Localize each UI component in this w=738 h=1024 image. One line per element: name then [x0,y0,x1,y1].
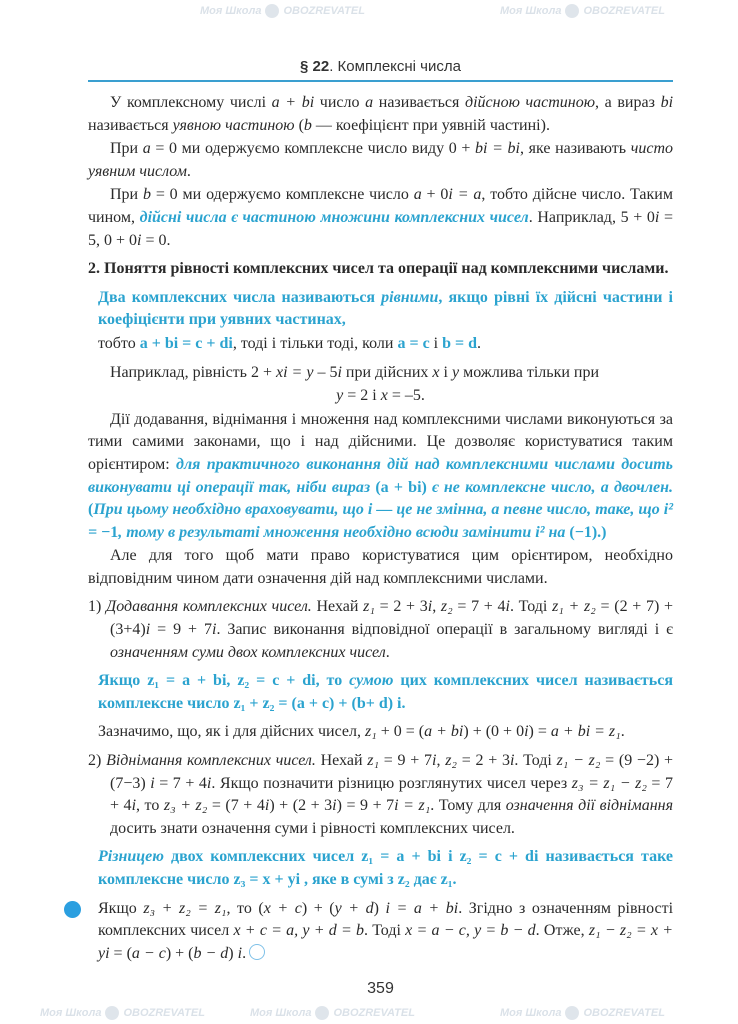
text-segment: ) + ( [301,899,335,917]
text-segment: і [429,334,443,352]
paragraph [88,333,673,356]
watermark [250,1006,415,1020]
math-expression: z₂ [445,752,457,770]
paragraph [88,138,673,183]
math-expression: a [413,186,422,204]
text-segment: При цьому необхідно враховувати, що i — це не змінна, а певне число, таке, що i² = [88,501,673,541]
text-segment: , то [136,797,164,815]
text-segment: і [439,363,452,381]
watermark-text: OBOZREVATEL [583,4,665,17]
numbered-item [88,596,673,664]
text-segment: = 0 ми одержуємо комплексне число виду 0 + [150,140,476,158]
text-segment: = 9 + 7 [150,621,212,639]
math-expression: b [303,116,312,134]
text-segment: ( [88,501,94,519]
text-segment: Нехай [315,752,368,770]
text-segment: рівними [381,288,439,306]
text-segment: = 2 + 3 [457,752,510,770]
text-segment: = 2 і [343,387,381,405]
watermark-text: Моя Школа [250,1006,312,1019]
text-segment: −1 [101,523,119,541]
definition-paragraph [88,287,673,332]
watermark-logo-icon [565,1006,579,1020]
paragraph [88,362,673,385]
math-expression: z₃ = z₁ − z₂ [571,774,647,792]
watermark-text: Моя Школа [500,1006,562,1019]
text-segment: (−1).) [569,523,607,541]
text-segment: , а вираз [595,94,661,111]
paragraph [88,92,673,137]
paragraph [88,184,673,252]
math-expression: b [142,186,151,204]
math-expression: i [432,752,437,770]
text-segment: двох комплексних чисел z₁ = a + bi і z₂ = c + di називається таке комплексне число z₃ = x + yi , яке в сумі з z₂ дає z₁. [98,848,673,888]
text-segment: Нехай [311,598,364,616]
definition-paragraph [88,846,673,891]
text-segment: . Наприклад, 5 + 0 [528,208,655,226]
math-expression: x [380,387,388,405]
text-segment: дійсні числа є частиною множини комплексних чисел [139,208,529,226]
text-segment: ) + (2 + 3 [269,797,333,815]
paragraphs [88,92,673,965]
math-expression: z₂ [440,598,453,616]
math-expression: z₃ + z₂ = z₁ [143,899,227,917]
text-segment: при дійсних [341,363,433,381]
text-segment: Додавання комплексних чисел. [106,598,312,616]
text-segment: При [110,140,143,158]
text-segment: — коефіцієнт при уявній частині). [311,116,550,134]
text-segment: для практичного виконання дій над комплексними числами досить виконувати ці операції так, ніби вираз [88,455,673,496]
text-segment: – 5 [313,363,338,381]
watermark-text: Моя Школа [40,1006,102,1019]
section-number: § 22 [300,58,330,75]
text-segment: = 0. [141,231,171,249]
math-expression: x [432,363,440,381]
paragraph [88,385,673,408]
math-expression: b − d [193,944,229,962]
text-segment: При [110,186,143,204]
math-expression: i [150,774,155,792]
math-expression: i [337,363,342,381]
text-segment: = –5. [387,387,425,405]
page-body [88,92,673,999]
text-segment: . Тоді [514,752,557,770]
text-segment: + 0 [421,186,449,204]
math-expression: i [264,797,270,815]
math-expression: z₁ − z₂ = x + yi [98,922,674,962]
watermark [200,4,365,18]
text-segment: . Тоді [509,598,553,616]
math-expression: i [237,944,243,962]
text-segment: Віднімання комплексних чисел. [106,752,316,770]
math-expression: a [142,140,151,158]
text-segment: ) [228,944,238,962]
text-segment: . Якщо позначити різницю розглянутих чисел через [211,774,572,792]
text-segment: цих комплексних чисел називається комплексне число z₁ + z₂ = (a + c) + (b+ d) i. [98,672,674,712]
section-header [88,58,673,82]
text-segment: (a + bi) [375,478,427,496]
page-number: 359 [367,980,394,998]
text-segment: . Отже, [535,922,589,940]
math-expression: i [509,752,515,770]
math-expression: i = z₁ [394,797,431,815]
text-segment: . Згідно з означенням рівності комплексних чисел [98,899,674,940]
text-segment: Дії додавання, віднімання і множення над комплексними числами виконуються за тими самими законами, що і над дійсними. Це дозволяє користуватися таким орієнтиром: [88,410,673,473]
math-expression: i [212,621,217,639]
math-expression: a [365,94,374,111]
text-segment: ) = [528,723,551,741]
watermark-logo-icon [265,4,279,18]
text-segment: = 7 + 4 [110,774,674,815]
end-circle-icon [249,944,265,960]
math-expression: i [145,621,151,639]
text-segment: . Тому для [430,797,506,815]
text-segment: можлива тільки при [459,363,600,381]
math-expression: x + c [263,899,302,917]
math-expression: bi [660,94,674,111]
math-expression: a + bi [271,94,315,111]
text-segment: , яке називають [519,140,631,158]
definition-paragraph [88,670,673,715]
text-segment: + 0 = ( [376,723,425,741]
text-segment: . [385,643,390,661]
watermark-text: Моя Школа [500,4,562,17]
math-expression: z₁ [364,723,377,741]
text-segment: a + bi = c + di [139,334,233,352]
math-expression: i = a + bi [385,899,459,917]
bullet-marker-icon [64,901,81,918]
text-segment: 2) [88,752,107,770]
text-segment: чисто уявним числом [88,140,674,180]
math-expression: i [332,797,337,815]
text-segment: число [314,94,366,111]
text-segment: = 5, 0 + 0 [88,208,673,249]
math-expression: z₃ + z₂ [163,797,208,815]
text-segment: Але для того щоб мати право користуватися цим орієнтиром, необхідно відповідним чином дати означення дій над комплексними числами. [88,547,673,587]
text-segment: 2. Поняття рівності комплексних чисел та операції над комплексними числами. [88,260,669,278]
text-segment: ( [294,116,304,134]
text-segment: , [432,598,441,616]
text-segment: означення дії віднімання [505,797,674,815]
text-segment: . [242,944,247,962]
text-segment: b = d [442,334,478,352]
text-segment: Різницею [98,848,164,866]
section-title: . Комплексні числа [329,58,461,75]
text-segment: = (2 + 7) + (3+4) [110,598,674,639]
math-expression: i [131,797,137,815]
math-expression: y + d [334,899,374,917]
text-segment: Два комплексних числа називаються [98,288,382,306]
text-segment: . Запис виконання відповідної операції в загальному вигляді і є [216,621,674,639]
text-segment: = 0 ми одержуємо комплексне число [150,186,414,204]
text-segment: , якщо рівні їх дійсні частини і коефіцієнти при уявних частинах, [98,288,673,329]
section-heading [88,258,673,281]
text-segment: називається [88,116,173,134]
math-expression: z₁ − z₂ [556,752,601,770]
math-expression: i [524,723,529,741]
text-segment: ) + (0 + 0 [463,723,525,741]
watermark [40,1006,205,1020]
watermark [500,1006,665,1020]
paragraph [88,721,673,744]
text-segment: ) [373,899,386,917]
paragraph [88,409,673,545]
text-segment: Якщо z₁ = a + bi, z₂ = c + di, то [98,672,350,690]
text-segment: Зазначимо, що, як і для дійсних чисел, [98,723,365,741]
text-segment: = (9 −2) + (7−3) [110,752,674,792]
text-segment: тобто [98,334,140,352]
watermark-text: Моя Школа [200,4,262,17]
text-segment: , тоді і тільки тоді, коли [232,334,398,352]
text-segment: = 7 + 4 [154,774,207,792]
text-segment: = ( [109,944,132,962]
numbered-item [88,750,673,840]
math-expression: i [206,774,212,792]
text-segment: , тобто дійсне число. Таким чином, [88,186,673,226]
text-segment: . [477,334,482,352]
math-expression: bi = bi [475,140,520,158]
paragraph [88,898,673,966]
paragraph [88,545,673,590]
text-segment: називається [373,94,466,111]
text-segment: ) = 9 + 7 [336,797,395,815]
watermark-logo-icon [565,4,579,18]
math-expression: y [451,363,460,381]
text-segment: досить знати означення суми і рівності комплексних чисел. [110,819,515,837]
math-expression: z₁ [363,598,375,616]
watermark-logo-icon [105,1006,119,1020]
text-segment: , [436,752,446,770]
text-segment: дійсною частиною [465,94,596,111]
math-expression: i [427,598,433,616]
text-segment: є не комплексне число, а двочлен. [426,478,674,496]
text-segment: = (7 + 4 [207,797,265,815]
math-expression: i [654,208,660,226]
text-segment: = 9 + 7 [379,752,433,770]
math-expression: a − c [131,944,166,962]
watermark-text: OBOZREVATEL [583,1006,665,1019]
math-expression: z₁ + z₂ [552,598,596,616]
text-segment: . [186,162,191,180]
text-segment: = 7 + 4 [452,598,506,616]
math-expression: a + bi [424,723,464,741]
math-expression: xi = y [276,363,314,381]
watermark-text: OBOZREVATEL [333,1006,415,1019]
text-segment: . [620,723,625,741]
text-segment: = 2 + 3 [374,598,428,616]
math-expression: i = a [448,186,482,204]
text-segment: означенням суми двох комплексних чисел [110,643,386,661]
math-expression: x + c = a, y + d = b [233,922,364,940]
text-segment: , тому в результаті множення необхідно всюди замінити i² на [118,523,570,541]
watermark-text: OBOZREVATEL [283,4,365,17]
math-expression: z₁ [367,752,380,770]
text-segment: a = c [397,334,430,352]
math-expression: x = a − c, y = b − d [405,922,536,940]
watermark [500,4,665,18]
watermark-text: OBOZREVATEL [123,1006,205,1019]
text-segment: , то ( [226,899,264,917]
text-segment: уявною частиною [172,116,295,134]
math-expression: i [137,231,142,249]
text-segment: ) + ( [165,944,194,962]
text-segment: сумою [349,672,394,690]
text-segment: 1) [88,598,107,616]
text-segment: У комплексному числі [110,94,272,111]
math-expression: i [505,598,510,616]
text-segment: Якщо [98,899,144,917]
watermark-logo-icon [315,1006,329,1020]
text-segment: . Тоді [364,922,406,940]
text-segment: Наприклад, рівність 2 + [110,363,276,381]
math-expression: y [336,387,344,405]
math-expression: a + bi = z₁ [550,723,621,741]
